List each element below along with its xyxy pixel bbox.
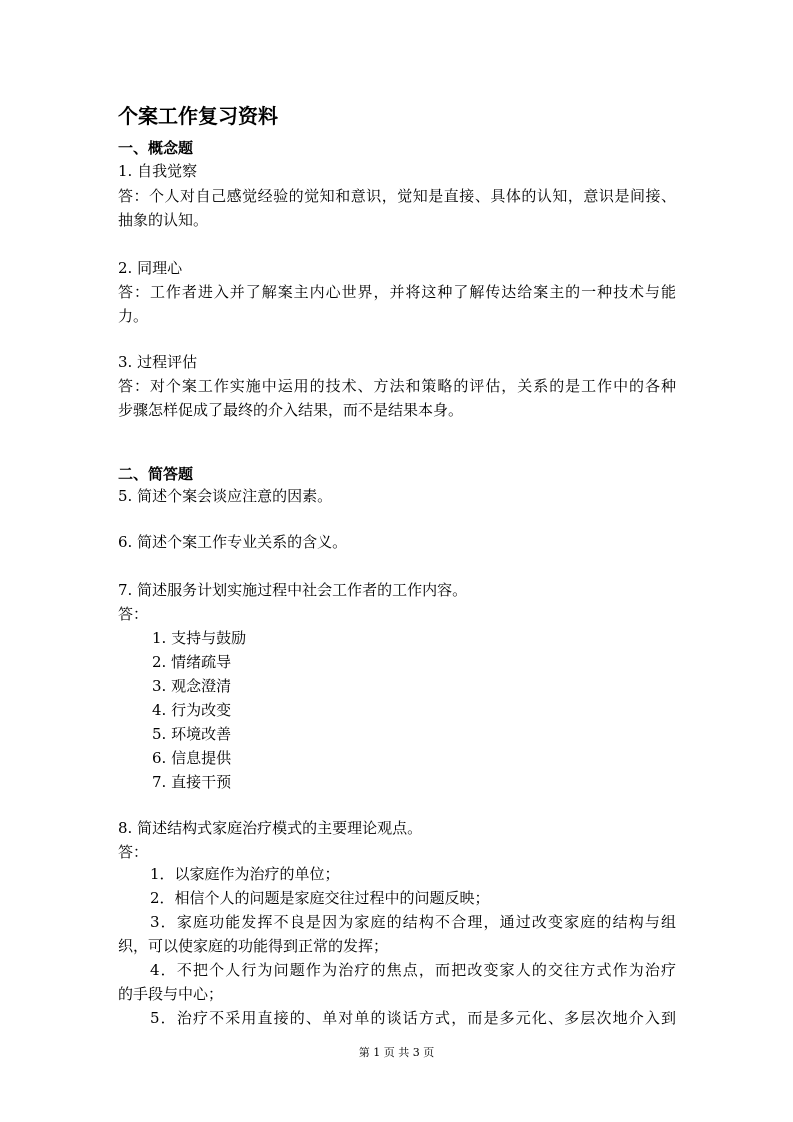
list-item: 7. 直接干预 [152,773,232,791]
answer-label-8: 答： [118,843,149,861]
answer-3-line-2: 步骤怎样促成了最终的介入结果，而不是结果本身。 [118,401,464,419]
list-item: 4. 行为改变 [152,701,232,719]
answer-2-line-2: 力。 [118,307,149,325]
question-7: 7. 简述服务计划实施过程中社会工作者的工作内容。 [118,581,468,599]
list-item: 5. 环境改善 [152,725,232,743]
answer-3-line-1: 答：对个案工作实施中运用的技术、方法和策略的评估，关系的是工作中的各种 [118,377,676,395]
list-item: 2. 情绪疏导 [152,653,232,671]
answer-8-point-3-line-1: 3．家庭功能发挥不良是因为家庭的结构不合理，通过改变家庭的结构与组 [150,913,676,931]
list-item: 1. 支持与鼓励 [152,629,247,647]
list-item: 6. 信息提供 [152,749,232,767]
page-title: 个案工作复习资料 [118,104,278,128]
answer-1-line-2: 抽象的认知。 [118,211,209,229]
question-1: 1. 自我觉察 [118,162,198,180]
answer-8-point-4-line-1: 4．不把个人行为问题作为治疗的焦点，而把改变家人的交往方式作为治疗 [150,961,676,979]
question-2: 2. 同理心 [118,259,183,277]
answer-2-line-1: 答：工作者进入并了解案主内心世界，并将这种了解传达给案主的一种技术与能 [118,283,676,301]
page-footer: 第 1 页 共 3 页 [358,1046,435,1059]
answer-1-line-1: 答：个人对自己感觉经验的觉知和意识，觉知是直接、具体的认知，意识是间接、 [118,187,676,205]
section-heading-short-answer: 二、简答题 [118,465,194,483]
section-heading-concepts: 一、概念题 [118,139,194,157]
question-8: 8. 简述结构式家庭治疗模式的主要理论观点。 [118,819,423,837]
question-3: 3. 过程评估 [118,353,198,371]
answer-8-point-3-line-2: 织，可以使家庭的功能得到正常的发挥； [118,937,389,955]
answer-8-point-5-line-1: 5．治疗不采用直接的、单对单的谈话方式，而是多元化、多层次地介入到 [150,1009,676,1027]
answer-8-point-2: 2．相信个人的问题是家庭交往过程中的问题反映； [150,889,490,907]
list-item: 3. 观念澄清 [152,677,232,695]
question-6: 6. 简述个案工作专业关系的含义。 [118,533,348,551]
answer-8-point-1: 1．以家庭作为治疗的单位； [150,865,340,883]
question-5: 5. 简述个案会谈应注意的因素。 [118,487,333,505]
answer-8-point-4-line-2: 的手段与中心； [118,985,224,1003]
answer-label-7: 答： [118,605,149,623]
